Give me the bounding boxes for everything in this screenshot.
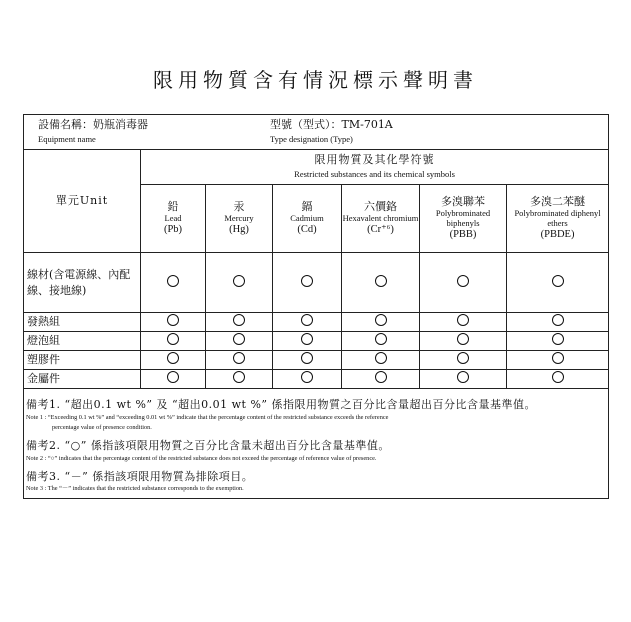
circle-mark-icon — [167, 352, 179, 364]
table-row — [24, 351, 609, 370]
unit-plastic: 塑膠件 — [24, 351, 141, 370]
declaration-table — [23, 114, 609, 499]
substance-lead: 鉛 Lead (Pb) — [141, 185, 206, 253]
circle-mark-icon — [457, 314, 469, 326]
circle-mark-icon — [552, 371, 564, 383]
circle-mark-icon — [375, 352, 387, 364]
circle-mark-icon — [375, 314, 387, 326]
circle-mark-icon — [167, 314, 179, 326]
table-row — [24, 313, 609, 332]
circle-mark-icon — [457, 352, 469, 364]
circle-mark-icon — [301, 352, 313, 364]
unit-wires: 線材(含電源線、內配線、接地線) — [24, 253, 141, 313]
substance-cadmium: 鎘 Cadmium (Cd) — [273, 185, 342, 253]
circle-mark-icon — [552, 352, 564, 364]
restricted-heading-zh: 限用物質及其化學符號 — [314, 152, 435, 166]
circle-mark-icon — [552, 333, 564, 345]
circle-mark-icon — [233, 314, 245, 326]
table-row — [24, 370, 609, 389]
page-title: 限用物質含有情況標示聲明書 — [153, 68, 478, 92]
type-designation-label: 型號（型式）：TM-701A — [270, 118, 393, 132]
note-2-en: Note 2 : “○” indicates that the percentage content of the restricted substance does not exceed the percentage of reference value of presence. — [26, 454, 377, 462]
substance-hexavalent-chromium: 六價鉻 Hexavalent chromium (Cr⁺⁶) — [342, 185, 420, 253]
circle-mark-icon — [233, 352, 245, 364]
circle-mark-icon — [301, 371, 313, 383]
circle-mark-icon — [301, 314, 313, 326]
equipment-name-label: 設備名稱：奶瓶消毒器 — [38, 118, 148, 132]
circle-mark-icon — [233, 371, 245, 383]
equipment-name-en: Equipment name — [38, 133, 96, 144]
circle-mark-icon — [457, 275, 469, 287]
note-1-zh: 備考1. “超出0.1 wt %” 及 “超出0.01 wt %” 係指限用物質之百分比含量超出百分比含量基準值。 — [26, 398, 537, 411]
substance-pbde: 多溴二苯醚 Polybrominated diphenyl ethers (PBDE) — [507, 185, 609, 253]
note-1-en: Note 1 : “Exceeding 0.1 wt %” and “exceeding 0.01 wt %” indicate that the percentage content of the restricted substance exceeds the reference — [26, 413, 389, 421]
note-1-en-cont: percentage value of presence condition. — [52, 423, 152, 431]
circle-mark-icon — [233, 275, 245, 287]
unit-bulb: 燈泡組 — [24, 332, 141, 351]
unit-metal: 金屬件 — [24, 370, 141, 389]
circle-mark-icon — [457, 333, 469, 345]
circle-mark-icon — [375, 333, 387, 345]
circle-mark-icon — [167, 275, 179, 287]
circle-mark-icon — [233, 333, 245, 345]
restricted-heading-en: Restricted substances and its chemical symbols — [294, 169, 455, 180]
substance-pbb: 多溴聯苯 Polybrominated biphenyls (PBB) — [420, 185, 507, 253]
circle-mark-icon — [301, 275, 313, 287]
type-designation-en: Type designation (Type) — [270, 133, 353, 144]
circle-mark-icon — [167, 371, 179, 383]
circle-mark-icon — [552, 275, 564, 287]
table-row — [24, 332, 609, 351]
note-3-en: Note 3 : The “－” indicates that the restricted substance corresponds to the exemption. — [26, 485, 244, 493]
circle-mark-icon — [375, 275, 387, 287]
circle-mark-icon — [167, 333, 179, 345]
note-3-zh: 備考3. “－” 係指該項限用物質為排除項目。 — [26, 469, 254, 483]
table-row — [24, 253, 609, 313]
note-2-zh: 備考2. “○” 係指該項限用物質之百分比含量未超出百分比含量基準值。 — [26, 438, 390, 452]
circle-mark-icon — [457, 371, 469, 383]
substance-mercury: 汞 Mercury (Hg) — [206, 185, 273, 253]
circle-mark-icon — [552, 314, 564, 326]
unit-heating: 發熱組 — [24, 313, 141, 332]
circle-mark-icon — [301, 333, 313, 345]
notes-section — [24, 389, 609, 499]
circle-mark-icon — [375, 371, 387, 383]
unit-header: 單元Unit — [24, 150, 141, 253]
